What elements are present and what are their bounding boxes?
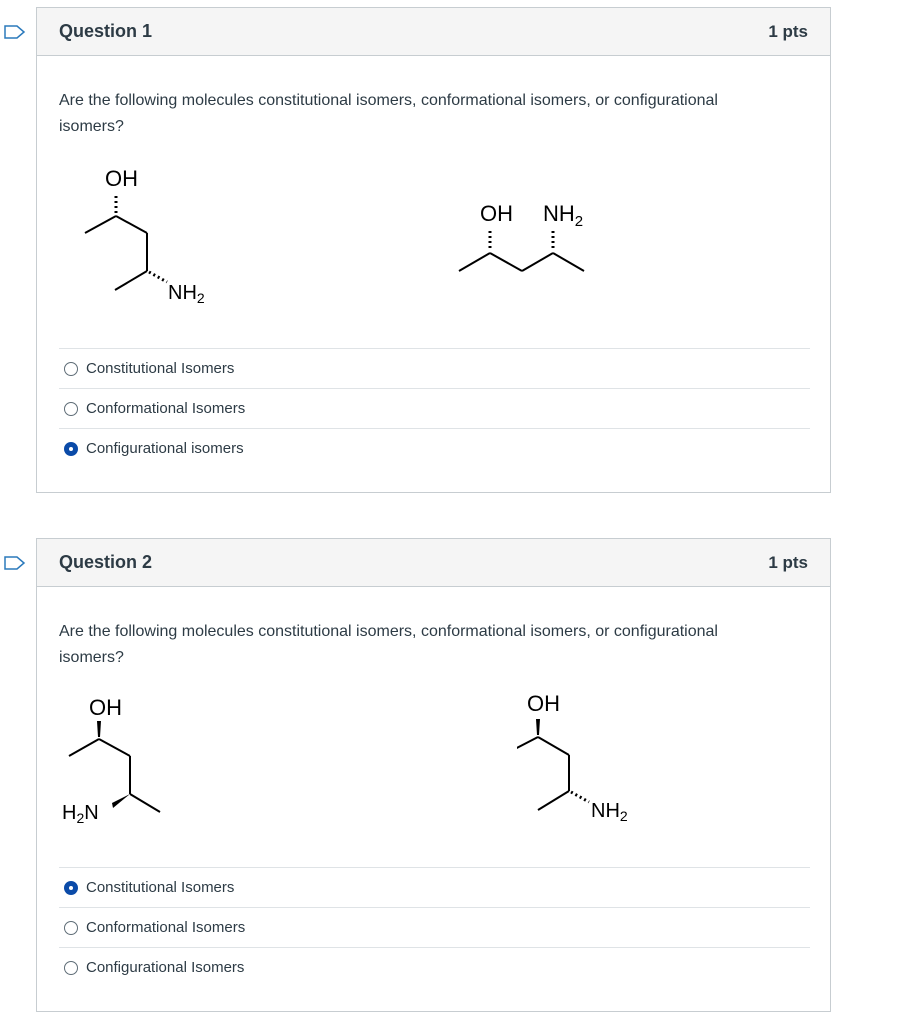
radio-button[interactable] [64,402,78,416]
answer-label: Constitutional Isomers [86,360,235,377]
answer-label: Configurational Isomers [86,959,245,976]
answer-option[interactable] [59,388,810,428]
answer-label: Conformational Isomers [86,400,246,417]
answer-label: Conformational Isomers [86,919,246,936]
answer-label: Constitutional Isomers [86,879,235,896]
radio-button-selected[interactable] [64,442,78,456]
question-2-card [36,538,831,1012]
molecule-image-a [57,687,237,837]
question-points: 1 pts [768,21,808,41]
radio-button[interactable] [64,921,78,935]
molecule-image-b [517,687,697,837]
oh-label: OH [105,166,138,191]
question-header [37,539,830,587]
radio-button[interactable] [64,961,78,975]
molecule-image-a [57,158,237,308]
answer-list [59,348,810,468]
question-header [37,8,830,56]
question-1-card [36,7,831,493]
flag-question-icon[interactable] [4,556,26,570]
answer-option[interactable] [59,428,810,468]
radio-button-selected[interactable] [64,881,78,895]
question-points: 1 pts [768,552,808,572]
oh-label: OH [480,201,513,226]
nh2-label: $NH_2$ [591,800,628,824]
question-text: Are the following molecules constitutional isomers, conformational isomers, or configurational isomers? [59,623,718,666]
oh-label: OH [89,695,122,720]
answer-option[interactable] [59,907,810,947]
answer-option[interactable] [59,947,810,987]
nh2-label: $NH_2$ [543,201,584,230]
nh2-label: $NH_2$ [168,282,205,306]
question-title: Question 2 [59,552,153,572]
answer-option[interactable] [59,867,810,907]
radio-button[interactable] [64,362,78,376]
answer-option[interactable] [59,348,810,388]
molecule-image-b [447,193,627,283]
h2n-label: $H_2N$ [62,802,99,826]
answer-list [59,867,810,987]
answer-label: Configurational isomers [86,440,244,457]
question-text: Are the following molecules constitutional isomers, conformational isomers, or configurational isomers? [59,92,718,135]
question-title: Question 1 [59,21,153,41]
flag-question-icon[interactable] [4,25,26,39]
oh-label: OH [527,691,560,716]
